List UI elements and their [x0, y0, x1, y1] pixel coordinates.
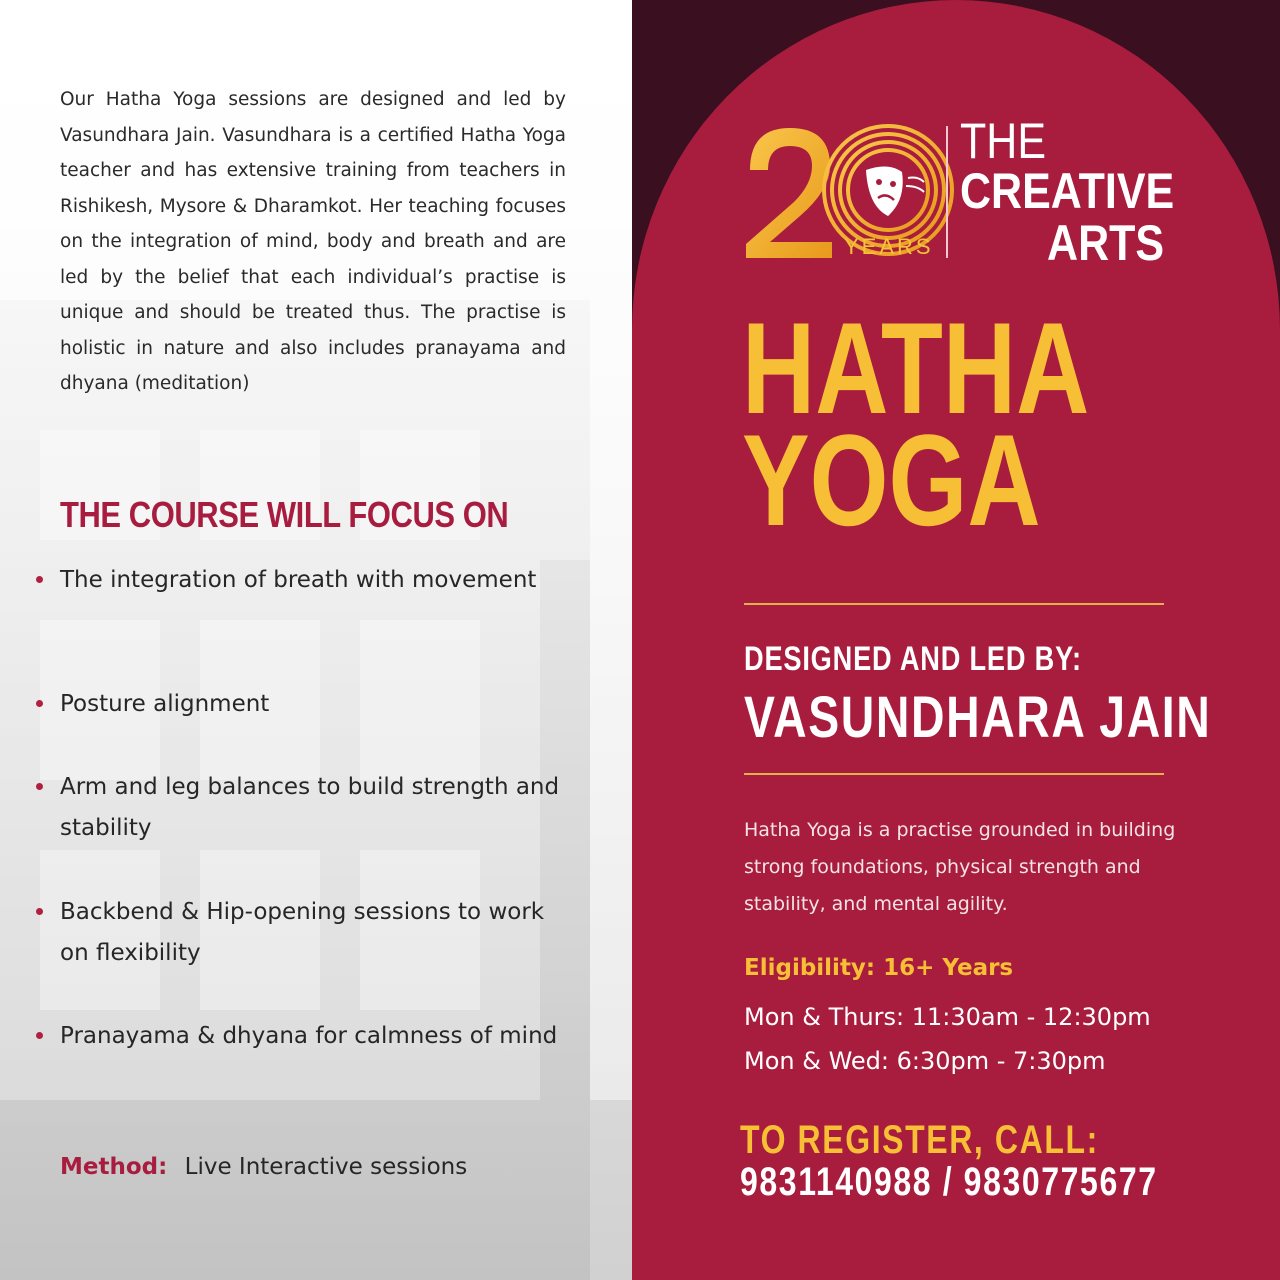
eligibility-text: Eligibility: 16+ Years — [744, 955, 1014, 981]
list-item-text: The integration of breath with movement — [60, 567, 537, 593]
list-item-text: Backbend & Hip-opening sessions to work on flexibility — [60, 899, 545, 966]
method-label: Method: — [60, 1154, 168, 1180]
schedule-line: Mon & Thurs: 11:30am - 12:30pm — [744, 1003, 1151, 1031]
brand-line-creative: CREATIVE — [960, 163, 1175, 219]
bullet-icon — [36, 576, 43, 583]
list-item-text: Arm and leg balances to build strength and stability — [60, 774, 560, 841]
left-panel — [0, 0, 632, 1280]
list-item — [60, 684, 560, 725]
logo-divider — [946, 126, 948, 258]
years-label: YEARS — [844, 234, 934, 259]
list-item-text: Posture alignment — [60, 691, 270, 717]
list-item — [60, 767, 560, 849]
list-item-text: Pranayama & dhyana for calmness of mind — [60, 1023, 558, 1049]
phone-numbers: 9831140988 / 9830775677 — [740, 1160, 1158, 1204]
list-item — [60, 892, 560, 974]
divider-top — [744, 603, 1164, 605]
bullet-icon — [36, 783, 43, 790]
list-item — [60, 560, 560, 601]
method-value: Live Interactive sessions — [184, 1154, 468, 1180]
bullet-icon — [36, 700, 43, 707]
course-title-line-2: YOGA — [742, 407, 1041, 553]
divider-bottom — [744, 773, 1164, 775]
course-description: Hatha Yoga is a practise grounded in building strong foundations, physical strength and stability, and mental agility. — [744, 819, 1176, 915]
course-title-line-1: HATHA — [742, 295, 1090, 441]
instructor-name: VASUNDHARA JAIN — [744, 685, 1212, 750]
list-item — [60, 1016, 560, 1057]
brand-line-arts: ARTS — [1046, 215, 1164, 271]
course-title — [742, 295, 1090, 553]
designed-by-label: DESIGNED AND LED BY: — [744, 640, 1082, 678]
bullet-icon — [36, 908, 43, 915]
schedule-line: Mon & Wed: 6:30pm - 7:30pm — [744, 1047, 1106, 1075]
register-label: TO REGISTER, CALL: — [740, 1118, 1099, 1162]
intro-paragraph: Our Hatha Yoga sessions are designed and led by Vasundhara Jain. Vasundhara is a certified Hatha Yoga teacher and has extensive training from teachers in Rishikesh, Mysore & Dharamkot. Her teaching focuses on the integration of mind, body and breath and are led by the belief that each individual’s practise is unique and should be treated thus. The practise is holistic in nature and also includes pranayama and dhyana (meditation) — [60, 89, 566, 394]
bullet-icon — [36, 1032, 43, 1039]
brand-line-the: THE — [960, 113, 1046, 169]
method-line — [60, 1154, 467, 1180]
focus-heading: THE COURSE WILL FOCUS ON — [60, 494, 509, 535]
